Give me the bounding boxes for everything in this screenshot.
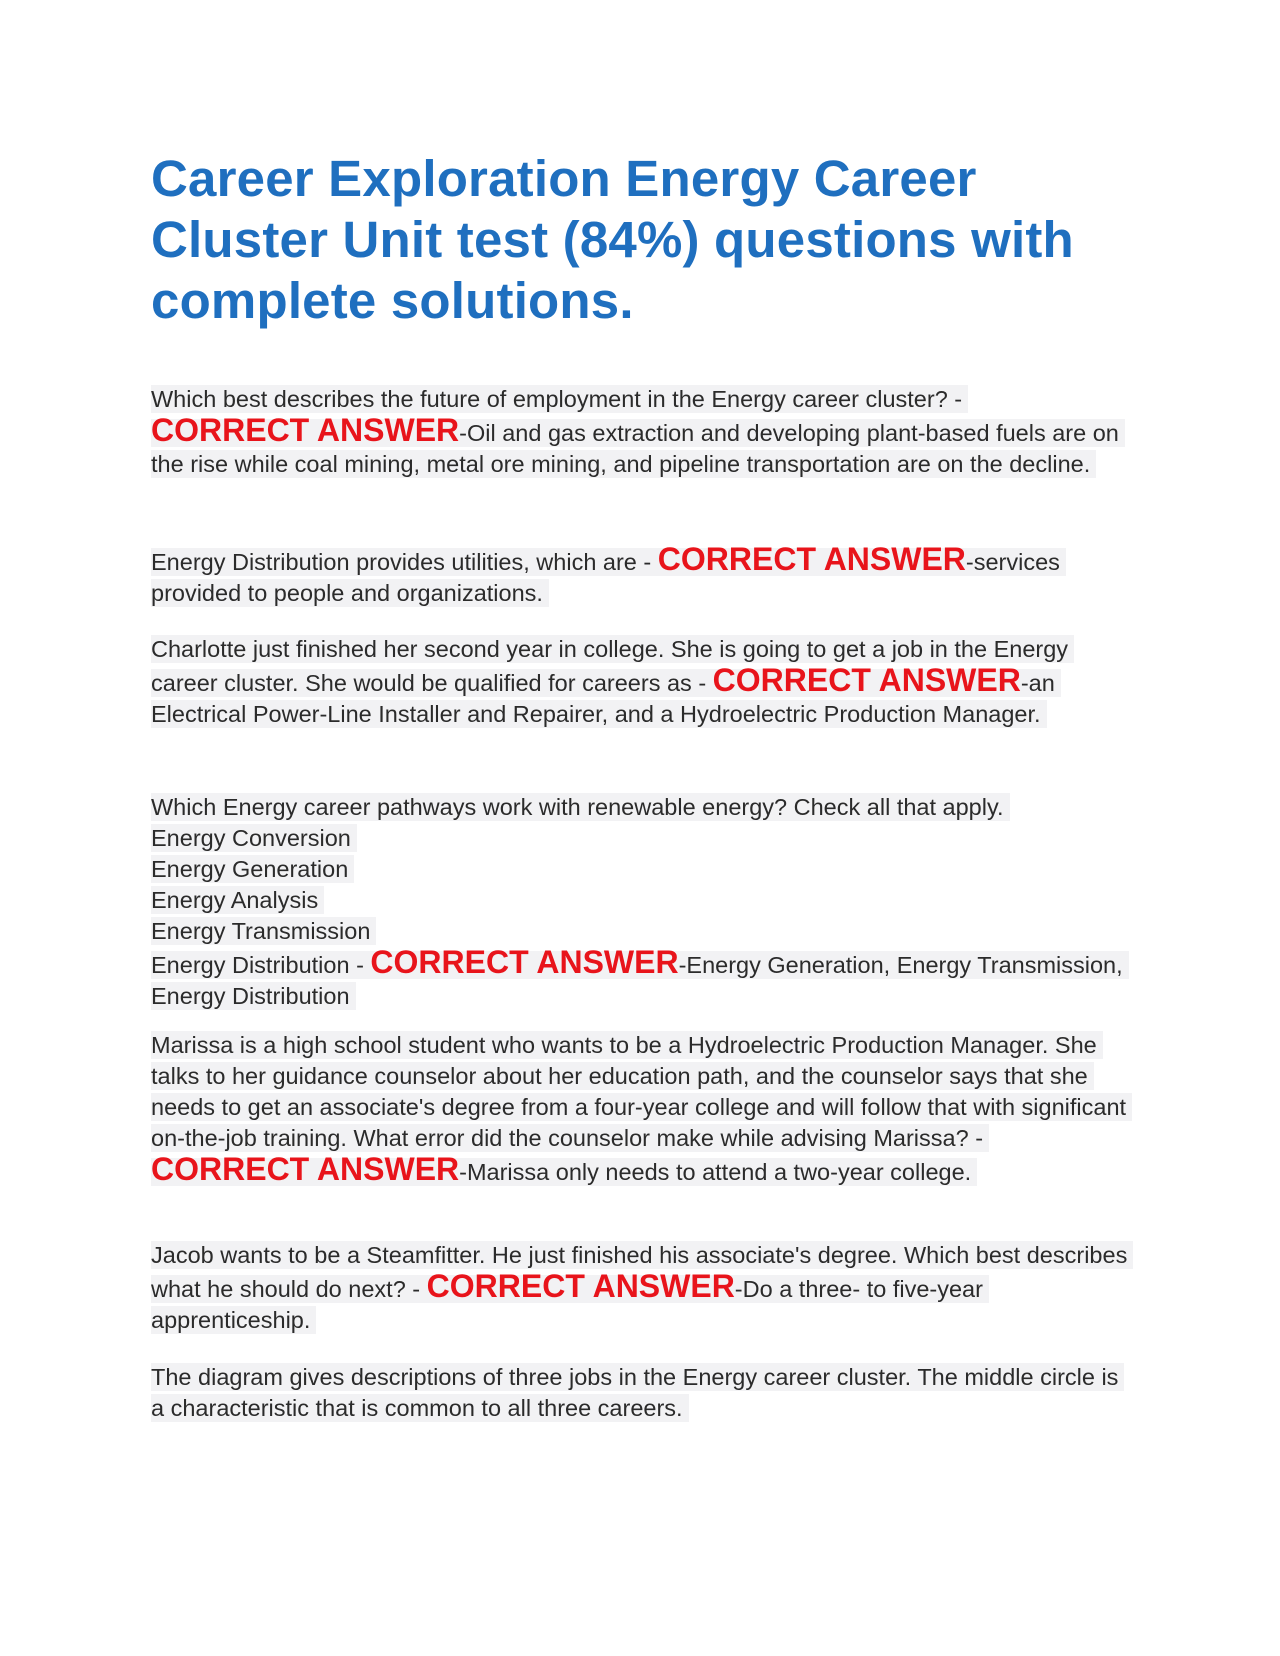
correct-answer-label: CORRECT ANSWER [370,944,679,980]
option-energy-transmission: Energy Transmission [151,917,376,945]
qa-item-7 [151,1362,1131,1424]
qa-item-6 [151,1240,1131,1336]
question-text: Which Energy career pathways work with renewable energy? Check all that apply. [151,793,1010,821]
answer-text: -Energy Generation, Energy Transmission, Energy Distribution [151,952,1123,1009]
document-title: Career Exploration Energy Career Cluster Unit test (84%) questions with complete solutions. [151,150,1074,329]
qa-item-1 [151,384,1131,480]
answer-text: -Marissa only needs to attend a two-year college. [459,1159,972,1185]
qa-item-2 [151,541,1131,609]
option-energy-conversion: Energy Conversion [151,824,357,852]
question-text: The diagram gives descriptions of three jobs in the Energy career cluster. The middle circle is a characteristic that is common to all three careers. [151,1363,1124,1422]
answer-text: -Oil and gas extraction and developing plant-based fuels are on the rise while coal mining, metal ore mining, and pipeline transportation are on the decline. [151,420,1119,477]
question-text: Jacob wants to be a Steamfitter. He just finished his associate's degree. Which best describes what he should do next? - [151,1242,1128,1302]
qa-item-4 [151,792,1131,1012]
question-text: Charlotte just finished her second year in college. She is going to get a job in the Energy career cluster. She would be qualified for careers as - [151,636,1069,696]
option-energy-distribution: Energy Distribution - [151,952,371,978]
option-energy-generation: Energy Generation [151,855,354,883]
correct-answer-label: CORRECT ANSWER [426,1268,735,1304]
question-text: Energy Distribution provides utilities, which are - [151,549,658,575]
correct-answer-label: CORRECT ANSWER [657,541,966,577]
answer-text: -Do a three- to five-year apprenticeship. [151,1276,983,1333]
qa-item-5 [151,1030,1131,1188]
qa-item-3 [151,634,1131,730]
question-text: Marissa is a high school student who wants to be a Hydroelectric Production Manager. She talks to her guidance counselor about her education path, and the counselor says that she needs to get an associate's degree from a four-year college and will follow that with significant on-the-job training. What error did the counselor make while advising Marissa? - [151,1032,1127,1151]
correct-answer-label: CORRECT ANSWER [151,412,460,448]
answer-text: -services provided to people and organizations. [151,549,1060,606]
correct-answer-label: CORRECT ANSWER [151,1151,460,1187]
correct-answer-label: CORRECT ANSWER [712,662,1021,698]
question-text: Which best describes the future of employment in the Energy career cluster? - [151,386,963,412]
option-energy-analysis: Energy Analysis [151,886,324,914]
answer-text: -an Electrical Power-Line Installer and Repairer, and a Hydroelectric Production Manager. [151,670,1055,727]
